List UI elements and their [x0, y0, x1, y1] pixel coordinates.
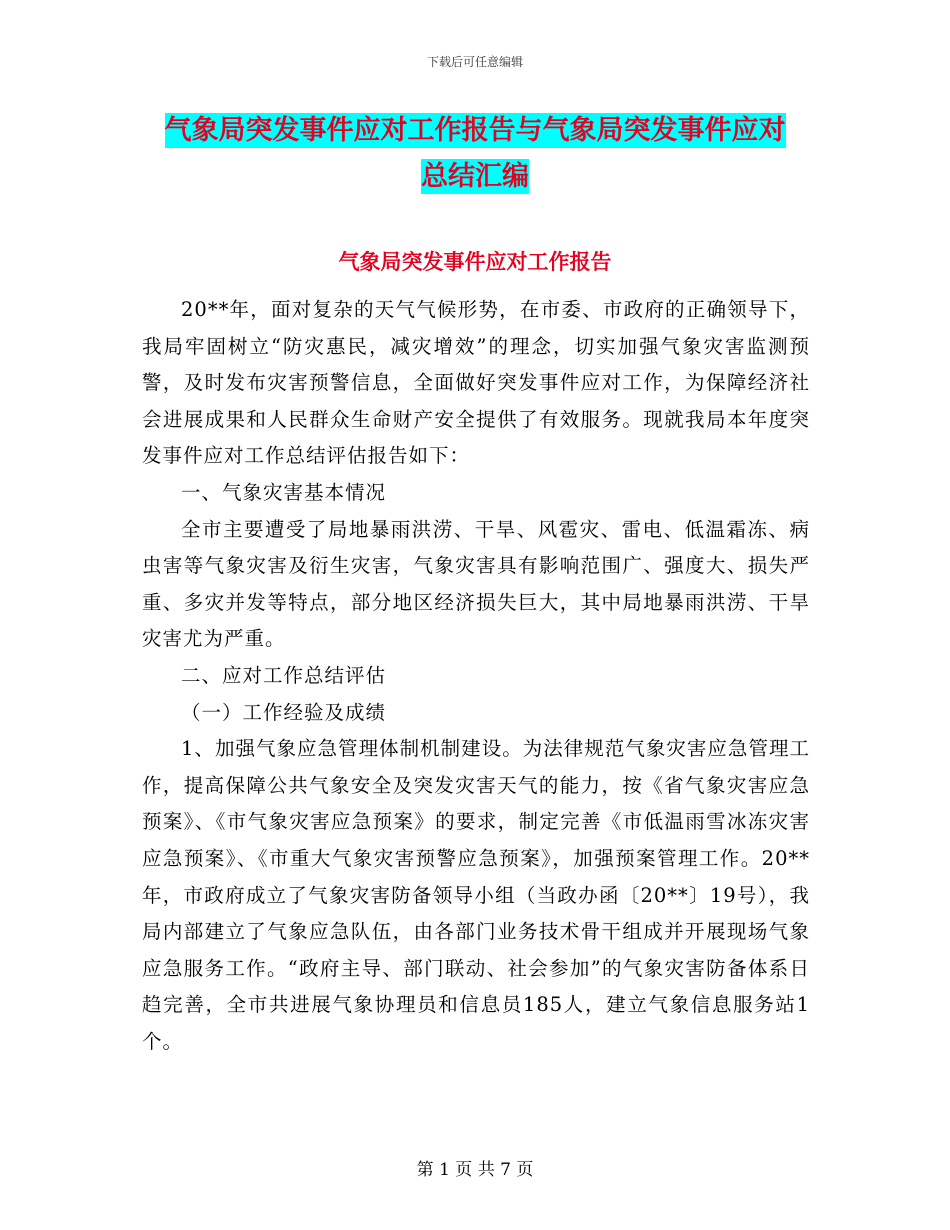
document-title-line-1: 气象局突发事件应对工作报告与气象局突发事件应对 — [164, 115, 786, 146]
paragraph-intro: 20**年，面对复杂的天气气候形势，在市委、市政府的正确领导下，我局牢固树立“防灾惠民，减灾增效”的理念，切实加强气象灾害监测预警，及时发布灾害预警信息，全面做好突发事件应对工作，为保障经济社会进展成果和人民群众生命财产安全提供了有效服务。现就我局本年度突发事件应对工作总结评估报告如下： — [142, 298, 810, 468]
page-number-footer: 第 1 页 共 7 页 — [416, 1160, 534, 1180]
document-title-line-2: 总结汇编 — [421, 161, 529, 192]
paragraph-mechanism-building: 1、加强气象应急管理体制机制建设。为法律规范气象灾害应急管理工作，提高保障公共气象安全及突发灾害天气的能力，按《省气象灾害应急预案》、《市气象灾害应急预案》的要求，制定完善《市低温雨雪冰冻灾害应急预案》、《市重大气象灾害预警应急预案》，加强预案管理工作。20**年，市政府成立了气象灾害防备领导小组（当政办函〔20**〕19号），我局内部建立了气象应急队伍，由各部门业务技术骨干组成并开展现场气象应急服务工作。“政府主导、部门联动、社会参加”的气象灾害防备体系日趋完善，全市共进展气象协理员和信息员185人，建立气象信息服务站1个。 — [142, 737, 810, 1053]
heading-experience-results: （一）工作经验及成绩 — [181, 700, 387, 724]
header-note: 下载后可任意编辑 — [426, 55, 523, 69]
document-body — [142, 292, 810, 1060]
paragraph-disaster-situation: 全市主要遭受了局地暴雨洪涝、干旱、风雹灾、雷电、低温霜冻、病虫害等气象灾害及衍生灾害，气象灾害具有影响范围广、强度大、损失严重、多灾并发等特点，部分地区经济损失巨大，其中局地暴雨洪涝、干旱灾害尤为严重。 — [142, 517, 810, 651]
document-title — [140, 108, 810, 200]
heading-response-evaluation: 二、应对工作总结评估 — [181, 663, 387, 687]
section-title: 气象局突发事件应对工作报告 — [338, 250, 612, 274]
heading-disaster-situation: 一、气象灾害基本情况 — [181, 480, 387, 504]
